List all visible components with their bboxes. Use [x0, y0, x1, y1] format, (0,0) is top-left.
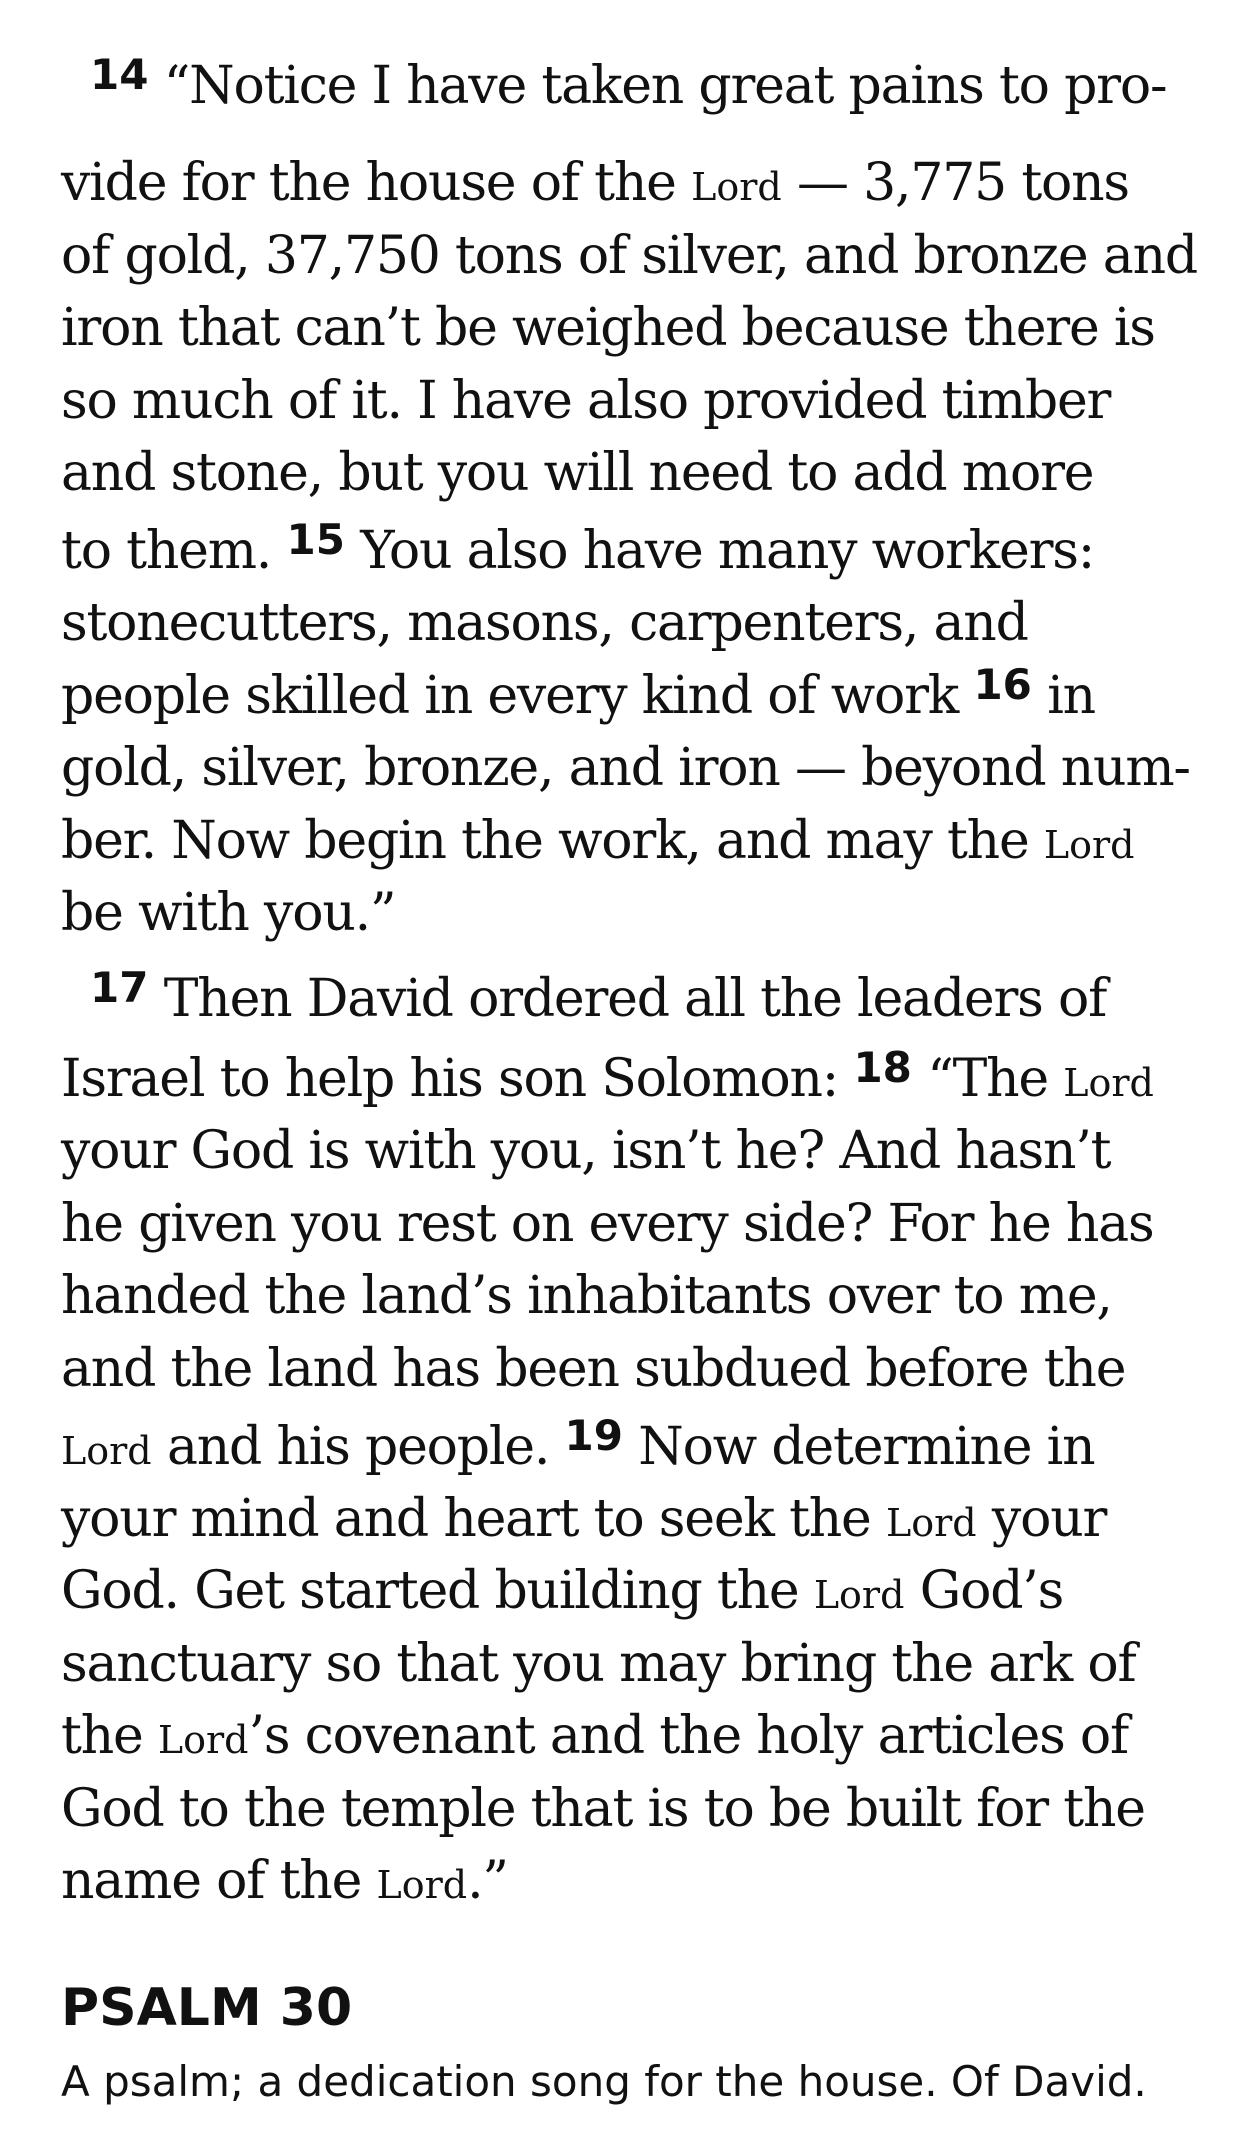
text-line — [61, 437, 1093, 509]
divine-name: Lord — [61, 1429, 152, 1473]
text-line — [61, 1411, 1094, 1483]
verse-text: your mind and heart to seek the — [61, 1489, 886, 1549]
text-line — [61, 365, 1110, 437]
verse-number: 19 — [564, 1411, 623, 1460]
verse-text: in — [1031, 666, 1095, 726]
text-line — [61, 805, 1134, 877]
text-line — [61, 1115, 1110, 1187]
text-line — [61, 1333, 1125, 1405]
verse-number: 15 — [286, 515, 345, 564]
divine-name: Lord — [157, 1718, 249, 1762]
verse-text: and his people. — [151, 1417, 565, 1477]
verse-text: people skilled in every kind of work — [61, 666, 974, 726]
verse-text: your God is with you, isn’t he? And hasn’t — [61, 1121, 1111, 1181]
verse-text: gold, silver, bronze, and iron — beyond num- — [61, 738, 1190, 798]
divine-name: Lord — [885, 1501, 977, 1545]
divine-name: Lord — [1043, 823, 1135, 867]
verse-text: vide for the house of the — [61, 153, 692, 213]
verse-text: name of the — [61, 1851, 377, 1911]
text-line — [61, 1845, 508, 1917]
verse-number: 14 — [90, 50, 149, 99]
text-line — [61, 515, 1094, 587]
text-line — [61, 877, 395, 949]
verse-text: ’s covenant and the holy articles of — [248, 1706, 1129, 1766]
verse-text: God to the temple that is to be built for the — [61, 1779, 1145, 1839]
verse-text: God. Get started building the — [61, 1561, 814, 1621]
verse-text: Now determine in — [622, 1417, 1095, 1477]
divine-name: Lord — [376, 1863, 468, 1907]
verse-text: You also have many workers: — [344, 521, 1095, 581]
verse-text: .” — [467, 1851, 508, 1911]
text-line — [61, 732, 1190, 804]
divine-name: Lord — [813, 1573, 905, 1617]
text-line — [61, 1700, 1128, 1772]
text-line — [61, 1483, 1106, 1555]
verse-text: “The — [911, 1049, 1064, 1109]
text-line — [61, 1555, 1063, 1627]
verse-text: God’s — [904, 1561, 1064, 1621]
text-line — [61, 587, 1028, 659]
text-line — [61, 220, 1197, 292]
verse-text: Then David ordered all the leaders of — [163, 969, 1107, 1029]
verse-text: of gold, 37,750 tons of silver, and bronze and — [61, 226, 1197, 286]
verse-number: 16 — [973, 660, 1032, 709]
text-line — [90, 963, 1106, 1035]
text-line — [61, 1773, 1145, 1845]
text-line — [61, 1188, 1153, 1260]
verse-text: — 3,775 tons — [781, 153, 1129, 213]
psalm-subtitle: A psalm; a dedication song for the house. Of David. — [61, 2057, 1147, 2106]
verse-text: to them. — [61, 521, 287, 581]
divine-name: Lord — [691, 165, 782, 209]
verse-number: 17 — [90, 963, 149, 1012]
verse-text: Israel to help his son Solomon: — [61, 1049, 854, 1109]
verse-text: and the land has been subdued before the — [61, 1339, 1126, 1399]
verse-text: ber. Now begin the work, and may the — [61, 811, 1044, 871]
verse-text: and stone, but you will need to add more — [61, 443, 1094, 503]
verse-text: sanctuary so that you may bring the ark of — [61, 1634, 1136, 1694]
verse-text: “Notice I have taken great pains to pro- — [163, 56, 1167, 116]
psalm-heading: PSALM 30 — [61, 1978, 353, 2038]
text-line — [61, 1260, 1112, 1332]
divine-name: Lord — [1063, 1061, 1154, 1105]
text-line — [90, 50, 1166, 122]
verse-text: he given you rest on every side? For he has — [61, 1194, 1154, 1254]
text-line — [61, 1043, 1154, 1115]
verse-text: your — [976, 1489, 1107, 1549]
verse-text: handed the land’s inhabitants over to me, — [61, 1266, 1112, 1326]
verse-number: 18 — [853, 1043, 912, 1092]
text-line — [61, 292, 1155, 364]
verse-text: the — [61, 1706, 158, 1766]
text-line — [61, 660, 1095, 732]
verse-text: be with you.” — [61, 883, 396, 943]
verse-text: so much of it. I have also provided timber — [61, 371, 1111, 431]
text-line — [61, 147, 1129, 219]
verse-text: iron that can’t be weighed because there is — [61, 298, 1155, 358]
text-line — [61, 1628, 1136, 1700]
verse-text: stonecutters, masons, carpenters, and — [61, 593, 1028, 653]
